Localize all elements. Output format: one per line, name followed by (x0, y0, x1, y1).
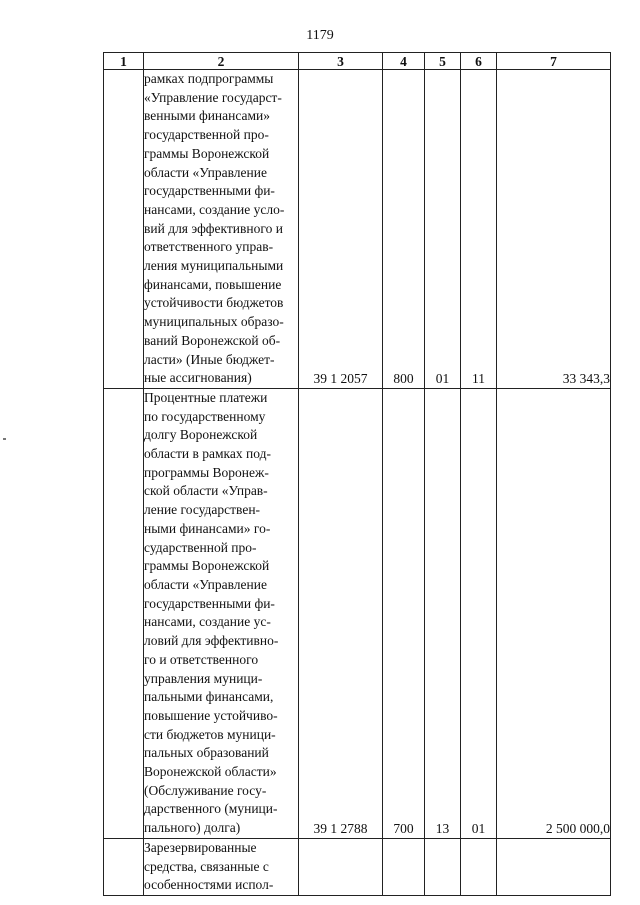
description-line: пального) долга) (144, 820, 241, 836)
table-row (104, 70, 611, 389)
description-line: нансами, создание ус- (144, 614, 271, 630)
column-header-7: 7 (497, 53, 611, 70)
budget-table (103, 52, 611, 896)
description-line: повышение устойчиво- (144, 707, 278, 723)
description-line: ление государствен- (144, 502, 261, 518)
row-number-cell (104, 388, 144, 838)
description-line: средства, связанные с (144, 858, 269, 874)
section-cell: 13 (425, 388, 461, 838)
expense-type-cell (383, 838, 425, 895)
amount-cell: 33 343,3 (497, 70, 611, 389)
description-line: Зарезервированные (144, 839, 257, 855)
description-line: государственной про- (144, 127, 269, 143)
description-line: муниципальных образо- (144, 314, 284, 330)
description-line: государственными фи- (144, 183, 275, 199)
column-header-5: 5 (425, 53, 461, 70)
description-line: управления муници- (144, 670, 263, 686)
description-line: ответственного управ- (144, 239, 274, 255)
description-line: государственными фи- (144, 595, 275, 611)
description-line: устойчивости бюджетов (144, 295, 284, 311)
page-number: 1179 (306, 28, 334, 43)
description-line: го и ответственного (144, 651, 259, 667)
column-header-4: 4 (383, 53, 425, 70)
description-line: сударственной про- (144, 539, 257, 555)
target-code-cell: 39 1 2788 (299, 388, 383, 838)
row-number-cell (104, 70, 144, 389)
description-line: долгу Воронежской (144, 427, 258, 443)
description-line: программы Воронеж- (144, 464, 269, 480)
scan-speck (3, 438, 6, 440)
description-line: ваний Воронежской об- (144, 332, 281, 348)
section-cell (425, 838, 461, 895)
description-cell (144, 388, 299, 838)
description-line: ласти» (Иные бюджет- (144, 351, 275, 367)
description-line: нансами, создание усло- (144, 201, 285, 217)
subsection-cell (461, 838, 497, 895)
description-line: Воронежской области» (144, 764, 277, 780)
description-line: по государственному (144, 408, 266, 424)
description-line: области «Управление (144, 576, 267, 592)
description-cell (144, 838, 299, 895)
table-row (104, 838, 611, 895)
description-line: ными финансами» го- (144, 520, 271, 536)
description-line: венными финансами» (144, 108, 271, 124)
description-line: области в рамках под- (144, 446, 271, 462)
description-line: ской области «Управ- (144, 483, 268, 499)
amount-cell: 2 500 000,0 (497, 388, 611, 838)
description-line: финансами, повышение (144, 276, 282, 292)
target-code-cell: 39 1 2057 (299, 70, 383, 389)
description-line: граммы Воронежской (144, 145, 270, 161)
table-header-row (104, 53, 611, 70)
description-line: рамках подпрограммы (144, 71, 274, 86)
expense-type-cell: 800 (383, 70, 425, 389)
subsection-cell: 11 (461, 70, 497, 389)
column-header-1: 1 (104, 53, 144, 70)
expense-type-cell: 700 (383, 388, 425, 838)
description-line: граммы Воронежской (144, 558, 270, 574)
description-line: вий для эффективного и (144, 220, 283, 236)
description-line: дарственного (муници- (144, 801, 278, 817)
amount-cell (497, 838, 611, 895)
section-cell: 01 (425, 70, 461, 389)
description-line: ления муниципальными (144, 258, 284, 274)
description-line: Процентные платежи (144, 389, 268, 405)
description-line: пальных образований (144, 745, 269, 761)
description-line: области «Управление (144, 164, 267, 180)
column-header-3: 3 (299, 53, 383, 70)
description-cell (144, 70, 299, 389)
target-code-cell (299, 838, 383, 895)
description-line: ные ассигнования) (144, 370, 252, 386)
description-line: «Управление государст- (144, 89, 282, 105)
table-row (104, 388, 611, 838)
description-line: (Обслуживание госу- (144, 782, 267, 798)
description-line: особенностями испол- (144, 877, 274, 893)
column-header-2: 2 (144, 53, 299, 70)
description-line: ловий для эффективно- (144, 633, 279, 649)
description-line: пальными финансами, (144, 689, 274, 705)
column-header-6: 6 (461, 53, 497, 70)
row-number-cell (104, 838, 144, 895)
subsection-cell: 01 (461, 388, 497, 838)
description-line: сти бюджетов муници- (144, 726, 276, 742)
